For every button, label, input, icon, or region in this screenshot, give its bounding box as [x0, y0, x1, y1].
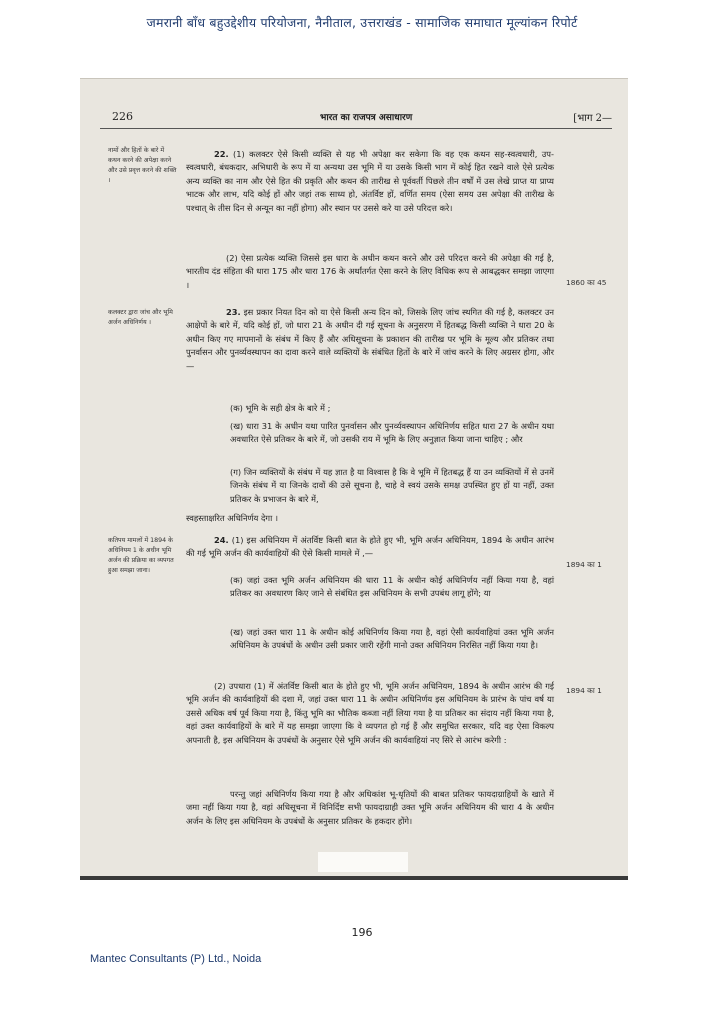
para-24-1-text: (1) इस अधिनियम में अंतर्विष्ट किसी बात के होते हुए भी, भूमि अर्जन अधिनियम, 1894 के अधीन आरंभ की गई भूमि अर्जन की कार्यवाहियों की ऐसे किसी मामले में ,— — [186, 535, 554, 559]
para-22-2: (2) ऐसा प्रत्येक व्यक्ति जिससे इस धारा के अधीन कथन करने और उसे परिदत्त करने की अपेक्षा की गई है, भारतीय दंड संहिता की धारा 175 और धारा 176 के अर्थांतर्गत ऐसा करने के लिए विधिक रूप से आबद्धकर समझा जाएगा । — [186, 253, 554, 290]
section-number-22: 22. — [214, 149, 229, 159]
scan-blank-patch — [318, 852, 408, 872]
para-24-2: (2) उपधारा (1) में अंतर्विष्ट किसी बात के होते हुए भी, भूमि अर्जन अधिनियम, 1894 के अधीन आरंभ की गई भूमि अर्जन की कार्यवाहियों की दशा में, जहां उक्त धारा 11 के अधीन अधिनिर्णय इस अधिनियम के प्रारंभ के पांच वर्ष या उससे अधिक वर्ष पूर्व किया गया है, किंतु भूमि का भौतिक कब्जा नहीं लिया गया है या प्रतिकर का संदाय नहीं किया गया है, वहां उक्त कार्यवाहियों के बारे में यह समझा जाएगा कि वे व्यपगत हो गई हैं और समुचित सरकार, यदि वह ऐसा विकल्प अपनाती है, इस अधिनियम के उपबंधों के अनुसार ऐसे भूमि अर्जन की कार्यवाहियां नए सिरे से आरंभ करेगी : — [186, 681, 554, 745]
gazette-part: [भाग 2— — [573, 113, 612, 124]
para-24-proviso: परन्तु जहां अधिनिर्णय किया गया है और अधिकांश भू-धृतियों की बाबत प्रतिकर फायदाग्राहियों के खाते में जमा नहीं किया गया है, वहां अधिसूचना में विनिर्दिष्ट सभी फायदाग्राही उक्त भूमि अर्जन अधिनियम की धारा 4 के अधीन अर्जन के लिए इस अधिनियम के उपबंधों के अनुसार प्रतिकर के हकदार होंगे। — [186, 789, 554, 826]
sidenote-section-23: कलक्टर द्वारा जांच और भूमि अर्जन अधिनिर्णय । — [108, 309, 173, 326]
para-22-1 — [186, 148, 554, 215]
para-22-1-text: (1) कलक्टर ऐसे किसी व्यक्ति से यह भी अपेक्षा कर सकेगा कि वह एक कथन सह-स्वत्वधारी, उप-स्वत्वधारी, बंधकदार, अभिधारी के रूप में या अन्यथा उस भूमि में या उसके किसी भाग में कोई हित रखने वाले ऐसे प्रत्येक अन्य व्यक्ति का नाम और ऐसे हित की प्रकृति और कथन की तारीख से पूर्ववर्ती पिछले तीन वर्षों में उस लेखे प्राप्त या प्राप्य भाटक और लाभ, यदि कोई हों और जहां तक साध्य हो, अंतर्विष्ट हों, वर्णित समय (ऐसा समय उस अपेक्षा की तारीख के पश्चात् के तीस दिन से अन्यून का नहीं होगा) और स्थान पर उससे करे या उसे परिदत्त करे। — [186, 149, 554, 213]
para-24-ka: (क) जहां उक्त भूमि अर्जन अधिनियम की धारा 11 के अधीन कोई अधिनिर्णय नहीं किया गया है, वहां प्रतिकर का अवधारण किए जाने से संबंधित इस अधिनियम के सभी उपबंध लागू होंगे; या — [230, 575, 554, 599]
para-23-kha: (ख) धारा 31 के अधीन यथा पारित पुनर्वासन और पुनर्व्यवस्थापन अधिनिर्णय सहित धारा 27 के अधीन यथा अवधारित ऐसे प्रतिकर के बारे में, जो उसकी राय में भूमि के लिए अनुज्ञात किया जाना चाहिए ; और — [230, 421, 554, 445]
section-number-23: 23. — [226, 307, 241, 317]
para-23-ka: (क) भूमि के सही क्षेत्र के बारे में ; — [230, 403, 331, 413]
section-number-24: 24. — [214, 535, 229, 545]
gazette-page-number: 226 — [112, 110, 133, 123]
gazette-header — [100, 110, 612, 126]
page-number: 196 — [351, 926, 373, 939]
para-23 — [186, 306, 554, 373]
sidenote-section-22: नामों और हितों के बारे में कथन करने की अपेक्षा करने और उसे प्रवृत्त करने की शक्ति । — [108, 147, 177, 184]
para-24-1 — [186, 534, 554, 561]
para-23-ga: (ग) जिन व्यक्तियों के संबंध में यह ज्ञात है या विश्वास है कि वे भूमि में हितबद्ध हैं या उन व्यक्तियों में से उनमें जिनके संबंध में या जिनके दावों की उसे सूचना है, चाहे वे स्वयं उसके समक्ष उपस्थित हुए हों या नहीं, उक्त प्रतिकर के प्रभाजन के बारे में, — [230, 467, 554, 504]
para-23-end: स्वहस्ताक्षरित अधिनिर्णय देगा । — [186, 513, 279, 523]
ref-ipc-1860: 1860 का 45 — [566, 278, 607, 287]
gazette-header-rule — [100, 128, 612, 129]
ref-act-1894-b: 1894 का 1 — [566, 686, 602, 695]
footer-company: Mantec Consultants (P) Ltd., Noida — [90, 953, 262, 965]
sidenote-section-24: कतिपय मामलों में 1894 के अधिनियम 1 के अधीन भूमि अर्जन की प्रक्रिया का व्यपगत हुआ समझा जाना। — [108, 537, 174, 574]
ref-act-1894-a: 1894 का 1 — [566, 560, 602, 569]
report-header: जमरानी बाँध बहुउद्देशीय परियोजना, नैनीताल, उत्तराखंड - सामाजिक समाघात मूल्यांकन रिपोर्ट — [146, 15, 578, 30]
scan-bottom-edge — [80, 876, 628, 880]
para-24-kha: (ख) जहां उक्त धारा 11 के अधीन कोई अधिनिर्णय किया गया है, वहां ऐसी कार्यवाहियां उक्त भूमि अर्जन अधिनियम के उपबंधों के अधीन उसी प्रकार जारी रहेंगी मानो उक्त अधिनियम निरसित नहीं किया गया है। — [230, 627, 554, 651]
para-23-text: इस प्रकार नियत दिन को या ऐसे किसी अन्य दिन को, जिसके लिए जांच स्थगित की गई है, कलक्टर उन आक्षेपों के बारे में, यदि कोई हों, जो धारा 21 के अधीन दी गई सूचना के अनुसरण में हितबद्ध किसी व्यक्ति ने धारा 20 के अधीन किए गए मापमानों के संबंध में किए हैं और अधिसूचना के प्रकाशन की तारीख पर भूमि के मूल्य और प्रतिकर तथा पुनर्वासन और पुनर्व्यवस्थापन का दावा करने वाले व्यक्तियों के संबंधित हितों के बारे में जांच करने के लिए अग्रसर होगा, और— — [186, 307, 554, 371]
gazette-title: भारत का राजपत्र असाधारण — [320, 113, 413, 123]
